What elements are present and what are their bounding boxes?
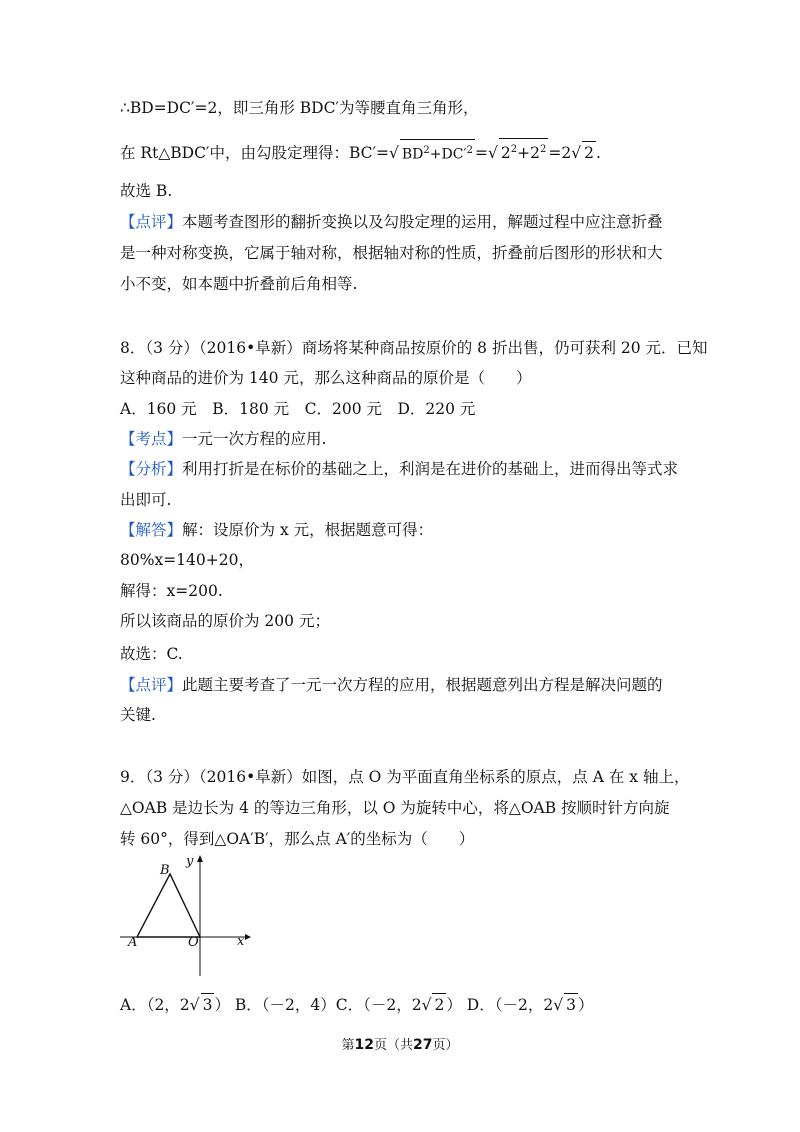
q8-answer: 故选：C. xyxy=(120,645,183,663)
q8-conclude: 所以该商品的原价为 200 元； xyxy=(120,612,330,630)
label-b: B xyxy=(160,863,170,878)
proof-line-2: 在 Rt△BDC′中，由勾股定理得：BC′=√ $BD^2+DC'^2$ =√ $2^2+2^2 =2√$ 2 . xyxy=(120,138,601,165)
label-o: O xyxy=(188,935,199,950)
comment-tag: 【点评】 xyxy=(120,213,183,231)
q8-options: A．160 元 B．180 元 C．200 元 D．220 元 xyxy=(120,400,476,418)
x-axis-arrow xyxy=(245,934,251,940)
page-number: 12 xyxy=(354,1037,374,1053)
page-total: 27 xyxy=(413,1037,433,1053)
radical-c: √ 2 xyxy=(422,996,447,1014)
q8-stem-2: 这种商品的进价为 140 元，那么这种商品的原价是（ ） xyxy=(120,369,532,387)
q8-dianping-1: 【点评】此题主要考查了一元一次方程的应用，根据题意列出方程是解决问题的 xyxy=(120,676,663,694)
radical-a: √ 3 xyxy=(190,996,215,1014)
q8-kaodian: 【考点】一元一次方程的应用. xyxy=(120,430,327,448)
kaodian-tag: 【考点】 xyxy=(120,430,183,448)
radical-2: √ $2^2+2^2$ xyxy=(488,144,548,162)
y-axis-arrow xyxy=(197,855,203,862)
label-a: A xyxy=(128,935,138,950)
q9-options: A．（2，2√ 3 ） B．（－2，4）C．（－2，2√ 2 ） D．（－2，2√ 3 ） xyxy=(120,993,593,1016)
q8-dianping-2: 关键. xyxy=(120,706,156,724)
label-x: x xyxy=(237,934,245,949)
q8-fenxi-2: 出即可. xyxy=(120,491,172,509)
q8-jieda: 【解答】解：设原价为 x 元，根据题意可得： xyxy=(120,521,434,539)
previous-answer: 故选 B. xyxy=(120,182,173,200)
q8-solve: 解得：x=200. xyxy=(120,582,223,600)
jieda-tag: 【解答】 xyxy=(120,521,183,539)
coordinate-figure xyxy=(120,852,260,982)
fenxi-tag: 【分析】 xyxy=(120,460,183,478)
triangle-oab xyxy=(137,874,200,937)
page-footer: 第12页（共27页） xyxy=(341,1037,459,1053)
q8-equation: 80%x=140+20， xyxy=(120,551,254,569)
dianping-tag: 【点评】 xyxy=(120,676,183,694)
q9-stem-3: 转 60°，得到△OA′B′，那么点 A′的坐标为（ ） xyxy=(120,830,475,848)
q8-stem-1: 8．（3 分）（2016•阜新）商场将某种商品按原价的 8 折出售，仍可获利 20 元．已知 xyxy=(120,339,708,357)
label-y: y xyxy=(186,854,194,869)
q9-stem-2: △OAB 是边长为 4 的等边三角形，以 O 为旋转中心，将△OAB 按顺时针方向旋 xyxy=(120,799,670,817)
previous-comment-3: 小不变，如本题中折叠前后角相等. xyxy=(120,275,358,293)
proof-line-2-prefix: 在 Rt△BDC′中，由勾股定理得：BC′= xyxy=(120,144,389,163)
radical-1: √ $BD^2+DC'^2$ xyxy=(389,144,475,162)
radical-3: √ 2 xyxy=(571,144,596,162)
previous-comment-1: 【点评】本题考查图形的翻折变换以及勾股定理的运用，解题过程中应注意折叠 xyxy=(120,213,663,231)
proof-line-1: ∴BD=DC′=2，即三角形 BDC′为等腰直角三角形， xyxy=(120,99,479,117)
q8-fenxi-1: 【分析】利用打折是在标价的基础之上，利润是在进价的基础上，进而得出等式求 xyxy=(120,460,679,478)
previous-comment-2: 是一种对称变换，它属于轴对称，根据轴对称的性质，折叠前后图形的形状和大 xyxy=(120,244,663,262)
radical-d: √ 3 xyxy=(553,996,578,1014)
q9-stem-1: 9．（3 分）（2016•阜新）如图，点 O 为平面直角坐标系的原点，点 A 在 x 轴上， xyxy=(120,768,690,786)
